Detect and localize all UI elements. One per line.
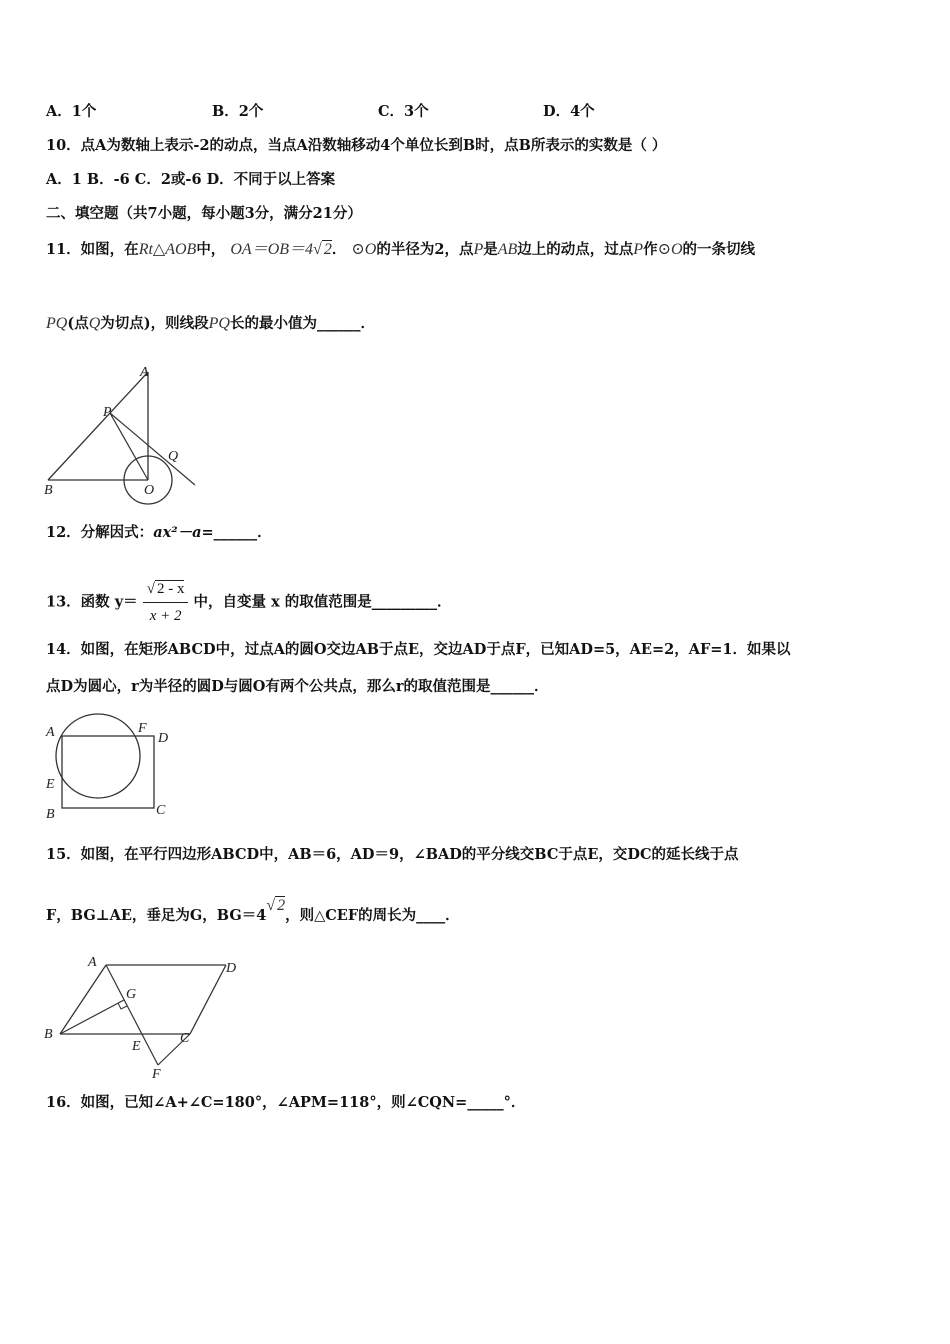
q16: 16．如图，已知∠A+∠C=180°，∠APM=118°，则∠CQN=_____°． bbox=[46, 1094, 526, 1111]
q13-fraction bbox=[143, 576, 189, 629]
q11-line2 bbox=[46, 314, 375, 334]
label-d: D bbox=[158, 731, 169, 746]
label-o: O bbox=[144, 483, 155, 498]
q12-expr: ax²－a= bbox=[153, 524, 214, 541]
q14-figure bbox=[40, 708, 180, 823]
q11-dian: (点 bbox=[67, 315, 89, 332]
q14-line2: 点D为圆心，r为半径的圆D与圆O有两个公共点，那么r的取值范围是______． bbox=[46, 678, 549, 695]
sqrt-sign: √ bbox=[266, 897, 276, 914]
label-b: B bbox=[46, 807, 55, 822]
q15-line2b: ，则△CEF的周长为____． bbox=[285, 907, 460, 924]
q9-choice-c: C．3个 bbox=[378, 103, 429, 120]
q10-choices: A．1 B．-6 C．2或-6 D．不同于以上答案 bbox=[46, 171, 336, 188]
label-b: B bbox=[44, 1027, 53, 1042]
label-p: P bbox=[103, 405, 112, 420]
q11-end: 长的最小值为______． bbox=[229, 315, 375, 332]
q14-line1: 14．如图，在矩形ABCD中，过点A的圆O交边AB于点E，交边AD于点F，已知AD=5，AE=2，AF=1．如果以 bbox=[46, 641, 791, 658]
q11-make: 作 bbox=[643, 241, 658, 258]
section-heading: 二、填空题（共7小题，每小题3分，满分21分） bbox=[46, 205, 362, 222]
q11-line1 bbox=[46, 240, 755, 260]
q11-figure bbox=[40, 360, 210, 505]
q11-sqrt2: 2 bbox=[323, 241, 332, 258]
q11-q: Q bbox=[88, 315, 101, 332]
label-a: A bbox=[140, 365, 149, 380]
q10-stem: 10．点A为数轴上表示-2的动点，当点A沿数轴移动4个单位长到B时，点B所表示的实数是（ ） bbox=[46, 137, 667, 154]
q11-tangent: 的一条切线 bbox=[682, 241, 756, 258]
label-e: E bbox=[132, 1039, 141, 1054]
q11-pq: PQ bbox=[46, 315, 68, 332]
q11-edge: 边上的动点，过点 bbox=[517, 241, 634, 258]
q11-mid: 中， bbox=[196, 241, 226, 258]
q9-choice-b: B．2个 bbox=[212, 103, 264, 120]
label-f: F bbox=[138, 721, 147, 736]
q15-figure bbox=[40, 950, 250, 1085]
q11-num: 11．如图，在 bbox=[46, 241, 139, 258]
q9-choice-d: D．4个 bbox=[543, 103, 595, 120]
q12-blank: ______． bbox=[213, 524, 272, 541]
label-f: F bbox=[152, 1067, 161, 1082]
label-g: G bbox=[126, 987, 137, 1002]
label-c: C bbox=[180, 1031, 190, 1046]
q11-p2: P bbox=[633, 241, 644, 258]
label-e: E bbox=[46, 777, 55, 792]
label-b: B bbox=[44, 483, 53, 498]
q9-choice-a: A．1个 bbox=[46, 103, 97, 120]
q11-pq2: PQ bbox=[208, 315, 230, 332]
q13-denominator: x + 2 bbox=[149, 608, 182, 624]
q13 bbox=[46, 576, 452, 629]
label-c: C bbox=[156, 803, 166, 818]
q13-num: 2 - x bbox=[156, 581, 185, 597]
q13-numerator bbox=[143, 576, 189, 603]
label-q: Q bbox=[168, 449, 179, 464]
q11-radius: 的半径为2，点 bbox=[376, 241, 474, 258]
q15-sqrt2: 2 bbox=[277, 897, 286, 914]
q11-tail: 为切点)，则线段 bbox=[100, 315, 209, 332]
q11-dot: ． bbox=[331, 241, 347, 258]
q11-ab: AB bbox=[497, 241, 518, 258]
q12 bbox=[46, 523, 272, 543]
q12-lead: 12．分解因式： bbox=[46, 524, 154, 541]
label-a: A bbox=[88, 955, 97, 970]
q15-line2a: F，BG⊥AE，垂足为G，BG＝4 bbox=[46, 907, 267, 924]
q13-tail: 中，自变量 x 的取值范围是_________． bbox=[193, 593, 452, 611]
q11-is: 是 bbox=[483, 241, 498, 258]
q11-circle: ⊙O bbox=[351, 241, 377, 258]
sqrt-sign: √ bbox=[313, 241, 322, 258]
q11-circle2: ⊙O bbox=[657, 241, 683, 258]
q13-lead: 13．函数 y＝ bbox=[46, 593, 138, 611]
q15-line1: 15．如图，在平行四边形ABCD中，AB＝6，AD＝9，∠BAD的平分线交BC于点E，交DC的延长线于点 bbox=[46, 846, 739, 863]
label-d: D bbox=[226, 961, 237, 976]
q11-p: P bbox=[473, 241, 484, 258]
q11-oa: OA＝OB＝4 bbox=[230, 241, 314, 258]
q11-rt: Rt△AOB bbox=[138, 241, 197, 258]
label-a: A bbox=[46, 725, 55, 740]
sqrt-sign: √ bbox=[146, 581, 155, 597]
q15-line2 bbox=[46, 897, 460, 926]
